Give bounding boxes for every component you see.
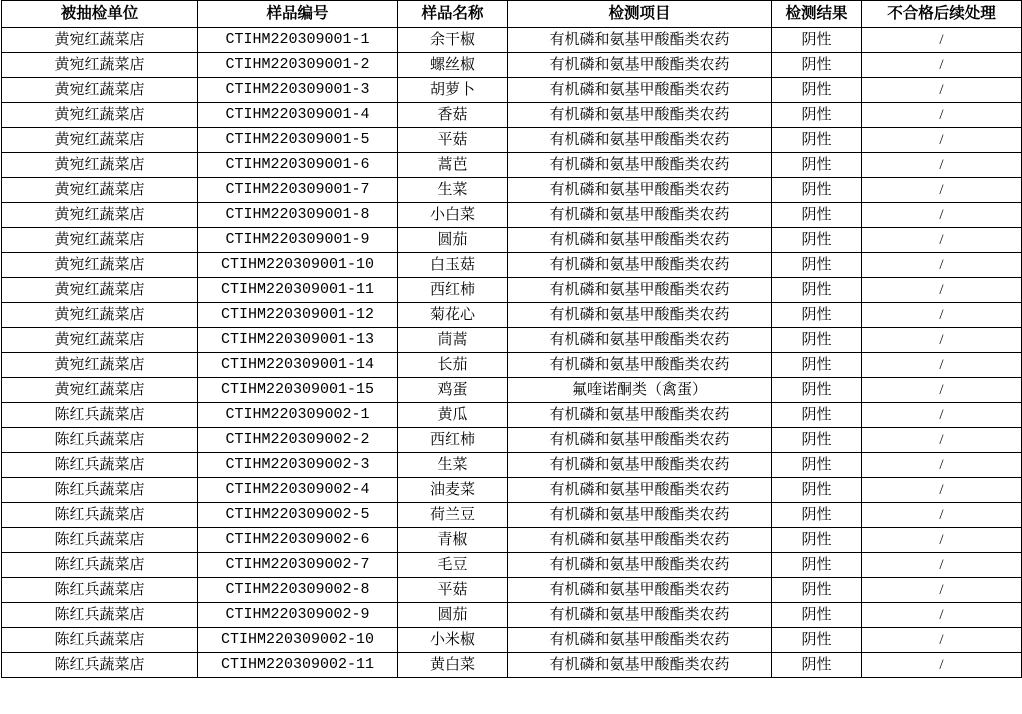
cell-sample-name: 荷兰豆 — [398, 503, 508, 528]
cell-sample-name: 圆茄 — [398, 228, 508, 253]
cell-unit: 黄宛红蔬菜店 — [2, 303, 198, 328]
cell-test-item: 有机磷和氨基甲酸酯类农药 — [508, 628, 772, 653]
cell-unit: 陈红兵蔬菜店 — [2, 553, 198, 578]
cell-sample-name: 平菇 — [398, 128, 508, 153]
cell-sample-code: CTIHM220309001-2 — [198, 53, 398, 78]
cell-test-result: 阴性 — [772, 628, 862, 653]
cell-test-item: 有机磷和氨基甲酸酯类农药 — [508, 78, 772, 103]
cell-test-item: 有机磷和氨基甲酸酯类农药 — [508, 278, 772, 303]
cell-sample-code: CTIHM220309002-7 — [198, 553, 398, 578]
table-header — [2, 1, 1022, 28]
cell-unit: 陈红兵蔬菜店 — [2, 453, 198, 478]
cell-test-item: 氟喹诺酮类（禽蛋） — [508, 378, 772, 403]
cell-sample-code: CTIHM220309002-6 — [198, 528, 398, 553]
cell-unit: 黄宛红蔬菜店 — [2, 203, 198, 228]
cell-sample-name: 小白菜 — [398, 203, 508, 228]
cell-unit: 黄宛红蔬菜店 — [2, 278, 198, 303]
cell-test-item: 有机磷和氨基甲酸酯类农药 — [508, 528, 772, 553]
cell-followup: / — [862, 178, 1022, 203]
cell-sample-code: CTIHM220309002-10 — [198, 628, 398, 653]
cell-sample-name: 黄白菜 — [398, 653, 508, 678]
cell-test-result: 阴性 — [772, 603, 862, 628]
table-row — [2, 628, 1022, 653]
cell-unit: 陈红兵蔬菜店 — [2, 403, 198, 428]
cell-followup: / — [862, 103, 1022, 128]
cell-followup: / — [862, 128, 1022, 153]
cell-test-item: 有机磷和氨基甲酸酯类农药 — [508, 178, 772, 203]
cell-sample-code: CTIHM220309001-9 — [198, 228, 398, 253]
table-row — [2, 178, 1022, 203]
cell-followup: / — [862, 628, 1022, 653]
cell-sample-code: CTIHM220309001-13 — [198, 328, 398, 353]
cell-test-result: 阴性 — [772, 553, 862, 578]
table-row — [2, 378, 1022, 403]
cell-test-item: 有机磷和氨基甲酸酯类农药 — [508, 478, 772, 503]
cell-sample-code: CTIHM220309002-4 — [198, 478, 398, 503]
cell-sample-name: 圆茄 — [398, 603, 508, 628]
cell-sample-code: CTIHM220309002-1 — [198, 403, 398, 428]
cell-test-result: 阴性 — [772, 403, 862, 428]
cell-test-result: 阴性 — [772, 278, 862, 303]
cell-unit: 黄宛红蔬菜店 — [2, 153, 198, 178]
cell-test-item: 有机磷和氨基甲酸酯类农药 — [508, 603, 772, 628]
cell-sample-code: CTIHM220309001-10 — [198, 253, 398, 278]
cell-sample-code: CTIHM220309002-5 — [198, 503, 398, 528]
cell-test-result: 阴性 — [772, 428, 862, 453]
cell-test-item: 有机磷和氨基甲酸酯类农药 — [508, 428, 772, 453]
document-sheet — [1, 0, 1021, 678]
table-row — [2, 578, 1022, 603]
cell-sample-name: 香菇 — [398, 103, 508, 128]
table-row — [2, 428, 1022, 453]
cell-sample-name: 菊花心 — [398, 303, 508, 328]
cell-test-item: 有机磷和氨基甲酸酯类农药 — [508, 303, 772, 328]
cell-sample-code: CTIHM220309001-12 — [198, 303, 398, 328]
column-header-followup: 不合格后续处理 — [862, 1, 1022, 28]
table-row — [2, 453, 1022, 478]
cell-followup: / — [862, 428, 1022, 453]
table-row — [2, 203, 1022, 228]
cell-test-item: 有机磷和氨基甲酸酯类农药 — [508, 128, 772, 153]
cell-sample-name: 西红柿 — [398, 428, 508, 453]
table-row — [2, 603, 1022, 628]
inspection-results-table — [1, 0, 1022, 678]
cell-test-result: 阴性 — [772, 253, 862, 278]
cell-test-item: 有机磷和氨基甲酸酯类农药 — [508, 153, 772, 178]
cell-sample-name: 生菜 — [398, 453, 508, 478]
cell-test-item: 有机磷和氨基甲酸酯类农药 — [508, 503, 772, 528]
cell-sample-name: 白玉菇 — [398, 253, 508, 278]
cell-followup: / — [862, 203, 1022, 228]
cell-sample-code: CTIHM220309002-11 — [198, 653, 398, 678]
cell-test-item: 有机磷和氨基甲酸酯类农药 — [508, 328, 772, 353]
cell-sample-code: CTIHM220309002-8 — [198, 578, 398, 603]
cell-unit: 陈红兵蔬菜店 — [2, 653, 198, 678]
cell-test-item: 有机磷和氨基甲酸酯类农药 — [508, 253, 772, 278]
cell-test-item: 有机磷和氨基甲酸酯类农药 — [508, 578, 772, 603]
cell-sample-name: 油麦菜 — [398, 478, 508, 503]
cell-followup: / — [862, 403, 1022, 428]
cell-followup: / — [862, 328, 1022, 353]
table-row — [2, 353, 1022, 378]
cell-sample-name: 黄瓜 — [398, 403, 508, 428]
cell-sample-code: CTIHM220309001-3 — [198, 78, 398, 103]
cell-unit: 陈红兵蔬菜店 — [2, 628, 198, 653]
table-row — [2, 253, 1022, 278]
cell-sample-name: 蒿芭 — [398, 153, 508, 178]
cell-followup: / — [862, 478, 1022, 503]
cell-test-result: 阴性 — [772, 353, 862, 378]
table-row — [2, 228, 1022, 253]
column-header-test-result: 检测结果 — [772, 1, 862, 28]
cell-sample-code: CTIHM220309002-3 — [198, 453, 398, 478]
cell-followup: / — [862, 228, 1022, 253]
cell-unit: 黄宛红蔬菜店 — [2, 328, 198, 353]
column-header-sample-code: 样品编号 — [198, 1, 398, 28]
cell-sample-name: 长茄 — [398, 353, 508, 378]
cell-followup: / — [862, 78, 1022, 103]
cell-sample-name: 茼蒿 — [398, 328, 508, 353]
cell-sample-name: 生菜 — [398, 178, 508, 203]
column-header-sample-name: 样品名称 — [398, 1, 508, 28]
cell-test-result: 阴性 — [772, 78, 862, 103]
cell-test-result: 阴性 — [772, 578, 862, 603]
cell-unit: 黄宛红蔬菜店 — [2, 28, 198, 53]
cell-sample-name: 毛豆 — [398, 553, 508, 578]
cell-test-result: 阴性 — [772, 228, 862, 253]
cell-sample-name: 余干椒 — [398, 28, 508, 53]
cell-test-result: 阴性 — [772, 478, 862, 503]
cell-test-result: 阴性 — [772, 103, 862, 128]
cell-sample-name: 西红柿 — [398, 278, 508, 303]
table-row — [2, 303, 1022, 328]
cell-sample-code: CTIHM220309001-5 — [198, 128, 398, 153]
cell-test-item: 有机磷和氨基甲酸酯类农药 — [508, 228, 772, 253]
cell-sample-code: CTIHM220309002-2 — [198, 428, 398, 453]
cell-followup: / — [862, 528, 1022, 553]
cell-followup: / — [862, 303, 1022, 328]
table-header-row — [2, 1, 1022, 28]
cell-unit: 黄宛红蔬菜店 — [2, 178, 198, 203]
cell-test-result: 阴性 — [772, 153, 862, 178]
table-row — [2, 328, 1022, 353]
cell-unit: 黄宛红蔬菜店 — [2, 128, 198, 153]
table-row — [2, 478, 1022, 503]
cell-test-result: 阴性 — [772, 178, 862, 203]
cell-followup: / — [862, 503, 1022, 528]
table-row — [2, 403, 1022, 428]
cell-unit: 黄宛红蔬菜店 — [2, 253, 198, 278]
cell-sample-code: CTIHM220309001-1 — [198, 28, 398, 53]
cell-sample-code: CTIHM220309001-7 — [198, 178, 398, 203]
table-row — [2, 128, 1022, 153]
cell-followup: / — [862, 553, 1022, 578]
table-row — [2, 53, 1022, 78]
cell-followup: / — [862, 278, 1022, 303]
cell-test-item: 有机磷和氨基甲酸酯类农药 — [508, 403, 772, 428]
cell-sample-code: CTIHM220309001-4 — [198, 103, 398, 128]
column-header-unit: 被抽检单位 — [2, 1, 198, 28]
cell-test-result: 阴性 — [772, 653, 862, 678]
cell-followup: / — [862, 53, 1022, 78]
cell-sample-name: 鸡蛋 — [398, 378, 508, 403]
cell-sample-name: 青椒 — [398, 528, 508, 553]
table-row — [2, 28, 1022, 53]
table-row — [2, 503, 1022, 528]
cell-test-result: 阴性 — [772, 378, 862, 403]
cell-unit: 黄宛红蔬菜店 — [2, 103, 198, 128]
cell-unit: 黄宛红蔬菜店 — [2, 53, 198, 78]
column-header-test-item: 检测项目 — [508, 1, 772, 28]
cell-test-result: 阴性 — [772, 28, 862, 53]
cell-unit: 陈红兵蔬菜店 — [2, 603, 198, 628]
cell-unit: 黄宛红蔬菜店 — [2, 378, 198, 403]
cell-followup: / — [862, 28, 1022, 53]
cell-test-item: 有机磷和氨基甲酸酯类农药 — [508, 553, 772, 578]
cell-sample-code: CTIHM220309001-11 — [198, 278, 398, 303]
cell-sample-code: CTIHM220309001-15 — [198, 378, 398, 403]
cell-test-item: 有机磷和氨基甲酸酯类农药 — [508, 103, 772, 128]
cell-followup: / — [862, 603, 1022, 628]
cell-unit: 陈红兵蔬菜店 — [2, 528, 198, 553]
cell-sample-code: CTIHM220309002-9 — [198, 603, 398, 628]
table-row — [2, 153, 1022, 178]
table-row — [2, 528, 1022, 553]
cell-test-item: 有机磷和氨基甲酸酯类农药 — [508, 203, 772, 228]
cell-test-result: 阴性 — [772, 328, 862, 353]
cell-sample-name: 小米椒 — [398, 628, 508, 653]
table-body — [2, 28, 1022, 678]
cell-followup: / — [862, 653, 1022, 678]
cell-test-item: 有机磷和氨基甲酸酯类农药 — [508, 453, 772, 478]
cell-test-result: 阴性 — [772, 203, 862, 228]
cell-followup: / — [862, 453, 1022, 478]
cell-sample-name: 螺丝椒 — [398, 53, 508, 78]
cell-followup: / — [862, 153, 1022, 178]
cell-sample-name: 平菇 — [398, 578, 508, 603]
cell-test-result: 阴性 — [772, 53, 862, 78]
table-row — [2, 653, 1022, 678]
cell-test-result: 阴性 — [772, 528, 862, 553]
cell-followup: / — [862, 378, 1022, 403]
cell-test-result: 阴性 — [772, 128, 862, 153]
cell-unit: 黄宛红蔬菜店 — [2, 78, 198, 103]
cell-sample-code: CTIHM220309001-14 — [198, 353, 398, 378]
cell-unit: 黄宛红蔬菜店 — [2, 353, 198, 378]
table-row — [2, 103, 1022, 128]
cell-test-item: 有机磷和氨基甲酸酯类农药 — [508, 28, 772, 53]
cell-followup: / — [862, 578, 1022, 603]
cell-unit: 黄宛红蔬菜店 — [2, 228, 198, 253]
cell-test-result: 阴性 — [772, 303, 862, 328]
cell-test-item: 有机磷和氨基甲酸酯类农药 — [508, 53, 772, 78]
cell-sample-code: CTIHM220309001-6 — [198, 153, 398, 178]
table-row — [2, 553, 1022, 578]
cell-test-result: 阴性 — [772, 453, 862, 478]
table-row — [2, 278, 1022, 303]
cell-unit: 陈红兵蔬菜店 — [2, 428, 198, 453]
cell-unit: 陈红兵蔬菜店 — [2, 478, 198, 503]
table-row — [2, 78, 1022, 103]
cell-followup: / — [862, 253, 1022, 278]
cell-test-result: 阴性 — [772, 503, 862, 528]
cell-sample-name: 胡萝卜 — [398, 78, 508, 103]
cell-unit: 陈红兵蔬菜店 — [2, 503, 198, 528]
cell-sample-code: CTIHM220309001-8 — [198, 203, 398, 228]
cell-test-item: 有机磷和氨基甲酸酯类农药 — [508, 653, 772, 678]
cell-followup: / — [862, 353, 1022, 378]
cell-test-item: 有机磷和氨基甲酸酯类农药 — [508, 353, 772, 378]
cell-unit: 陈红兵蔬菜店 — [2, 578, 198, 603]
